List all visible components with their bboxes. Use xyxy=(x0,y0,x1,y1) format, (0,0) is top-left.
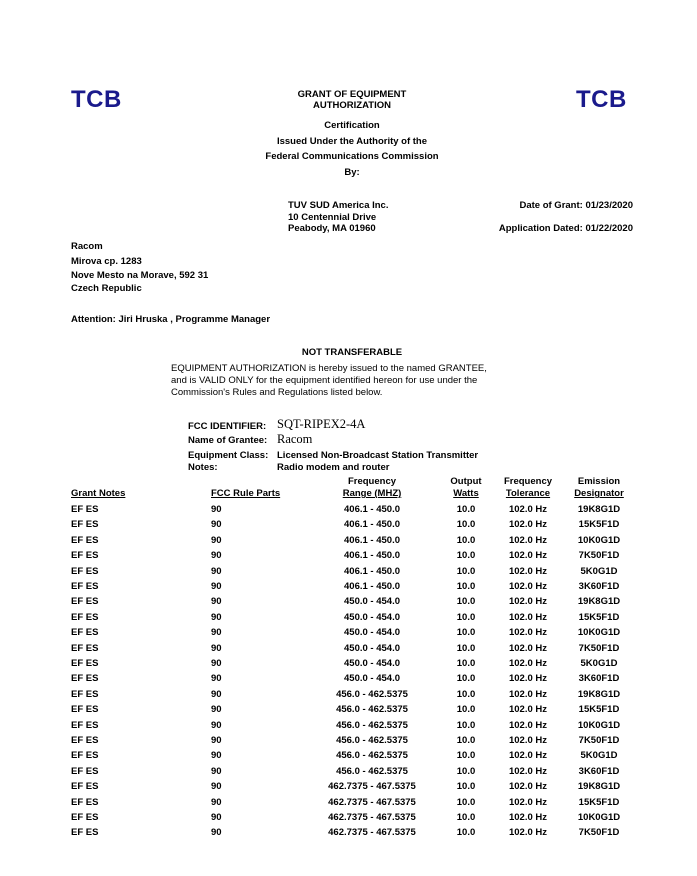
cell-grant-notes: EF ES xyxy=(71,735,99,746)
cell-output-watts: 10.0 xyxy=(456,534,476,546)
cell-grant-notes: EF ES xyxy=(71,673,99,685)
issuer-name: TUV SUD America Inc. xyxy=(288,200,389,211)
table-row xyxy=(0,519,697,534)
header-frequency: Frequency xyxy=(347,476,397,487)
cell-tolerance: 102.0 Hz xyxy=(508,796,548,808)
cell-output-watts: 10.0 xyxy=(456,719,476,731)
cell-output-watts: 10.0 xyxy=(456,827,476,839)
cell-frequency-range: 406.1 - 450.0 xyxy=(344,550,400,562)
cell-emission: 5K0G1D xyxy=(580,565,618,577)
cell-rule-part: 90 xyxy=(211,688,222,700)
equipment-class-value: Licensed Non-Broadcast Station Transmitter xyxy=(277,450,479,461)
table-row xyxy=(0,596,697,611)
cell-output-watts: 10.0 xyxy=(456,796,476,808)
cell-frequency-range: 462.7375 - 467.5375 xyxy=(328,781,416,793)
cell-tolerance: 102.0 Hz xyxy=(508,812,548,823)
cell-grant-notes: EF ES xyxy=(71,596,99,608)
fcc-id-value: SQT-RIPEX2-4A xyxy=(277,417,366,431)
table-row xyxy=(0,812,697,827)
table-row xyxy=(0,720,697,735)
cell-tolerance: 102.0 Hz xyxy=(508,519,548,531)
cell-grant-notes: EF ES xyxy=(71,627,99,639)
cell-rule-part: 90 xyxy=(211,796,222,808)
cell-grant-notes: EF ES xyxy=(71,750,99,762)
cell-tolerance: 102.0 Hz xyxy=(508,596,548,608)
cell-output-watts: 10.0 xyxy=(456,519,476,531)
cell-emission: 7K50F1D xyxy=(578,642,620,654)
cell-tolerance: 102.0 Hz xyxy=(508,781,548,793)
cell-output-watts: 10.0 xyxy=(456,550,476,562)
table-row xyxy=(0,689,697,704)
cell-tolerance: 102.0 Hz xyxy=(508,550,548,562)
cell-rule-part: 90 xyxy=(211,565,222,577)
authorization-text-line3: Commission's Rules and Regulations listed below. xyxy=(171,387,383,398)
cell-rule-part: 90 xyxy=(211,673,222,685)
cell-output-watts: 10.0 xyxy=(456,642,476,654)
cell-frequency-range: 450.0 - 454.0 xyxy=(344,627,400,639)
cell-tolerance: 102.0 Hz xyxy=(508,673,548,685)
cell-rule-part: 90 xyxy=(211,642,222,654)
attention-line: Attention: Jiri Hruska , Programme Manager xyxy=(71,314,271,325)
cell-tolerance: 102.0 Hz xyxy=(508,827,548,839)
cell-output-watts: 10.0 xyxy=(456,704,476,716)
cell-grant-notes: EF ES xyxy=(71,534,99,546)
cell-tolerance: 102.0 Hz xyxy=(508,735,548,746)
table-row xyxy=(0,735,697,750)
table-row xyxy=(0,612,697,627)
cell-output-watts: 10.0 xyxy=(456,565,476,577)
cell-emission: 15K5F1D xyxy=(578,519,620,531)
cell-grant-notes: EF ES xyxy=(71,581,99,592)
cell-emission: 19K8G1D xyxy=(577,596,621,608)
cell-frequency-range: 462.7375 - 467.5375 xyxy=(328,796,416,808)
cell-rule-part: 90 xyxy=(211,550,222,562)
grant-title-line1: GRANT OF EQUIPMENT xyxy=(297,89,407,100)
cell-rule-part: 90 xyxy=(211,704,222,716)
cell-rule-part: 90 xyxy=(211,596,222,608)
authority-line: Issued Under the Authority of the xyxy=(276,136,428,147)
cell-frequency-range: 450.0 - 454.0 xyxy=(344,642,400,654)
cell-emission: 7K50F1D xyxy=(578,735,620,746)
header-frequency-tol: Frequency xyxy=(503,476,553,487)
cell-rule-part: 90 xyxy=(211,534,222,546)
header-watts: Watts xyxy=(453,488,479,499)
table-row xyxy=(0,643,697,658)
cell-emission: 3K60F1D xyxy=(578,673,620,685)
cell-rule-part: 90 xyxy=(211,627,222,639)
cell-frequency-range: 456.0 - 462.5375 xyxy=(336,704,408,716)
cell-frequency-range: 406.1 - 450.0 xyxy=(344,504,400,515)
cell-frequency-range: 450.0 - 454.0 xyxy=(344,611,400,623)
cell-frequency-range: 462.7375 - 467.5375 xyxy=(328,827,416,839)
cell-frequency-range: 462.7375 - 467.5375 xyxy=(328,812,416,823)
cell-rule-part: 90 xyxy=(211,581,222,592)
header-range-mhz: Range (MHZ) xyxy=(342,488,402,499)
cell-output-watts: 10.0 xyxy=(456,611,476,623)
cell-frequency-range: 456.0 - 462.5375 xyxy=(336,765,408,777)
cell-grant-notes: EF ES xyxy=(71,827,99,839)
notes-label: Notes: xyxy=(188,462,218,473)
cell-rule-part: 90 xyxy=(211,735,222,746)
cell-grant-notes: EF ES xyxy=(71,765,99,777)
table-row xyxy=(0,550,697,565)
cell-emission: 10K0G1D xyxy=(577,719,621,731)
cell-emission: 3K60F1D xyxy=(578,765,620,777)
cell-grant-notes: EF ES xyxy=(71,565,99,577)
grantee-address-line4: Czech Republic xyxy=(71,283,142,294)
cell-grant-notes: EF ES xyxy=(71,812,99,823)
cell-output-watts: 10.0 xyxy=(456,504,476,515)
date-of-grant: Date of Grant: 01/23/2020 xyxy=(519,200,633,211)
cell-emission: 15K5F1D xyxy=(578,611,620,623)
cell-rule-part: 90 xyxy=(211,750,222,762)
cell-grant-notes: EF ES xyxy=(71,642,99,654)
table-row xyxy=(0,535,697,550)
cell-output-watts: 10.0 xyxy=(456,688,476,700)
cell-grant-notes: EF ES xyxy=(71,719,99,731)
table-row xyxy=(0,566,697,581)
cell-emission: 19K8G1D xyxy=(577,781,621,793)
cell-frequency-range: 406.1 - 450.0 xyxy=(344,519,400,531)
commission-line: Federal Communications Commission xyxy=(265,151,439,162)
cell-grant-notes: EF ES xyxy=(71,688,99,700)
cell-frequency-range: 406.1 - 450.0 xyxy=(344,565,400,577)
grant-title-line2: AUTHORIZATION xyxy=(313,100,391,111)
header-emission: Emission xyxy=(577,476,621,487)
table-row xyxy=(0,504,697,519)
cell-output-watts: 10.0 xyxy=(456,781,476,793)
issuer-address2: Peabody, MA 01960 xyxy=(288,223,376,234)
cell-rule-part: 90 xyxy=(211,812,222,823)
cell-grant-notes: EF ES xyxy=(71,704,99,716)
header-output: Output xyxy=(450,476,482,487)
cell-tolerance: 102.0 Hz xyxy=(508,611,548,623)
grantee-address-line2: Mirova cp. 1283 xyxy=(71,256,142,267)
cell-rule-part: 90 xyxy=(211,504,222,515)
cell-frequency-range: 456.0 - 462.5375 xyxy=(336,719,408,731)
cell-output-watts: 10.0 xyxy=(456,581,476,592)
grantee-address-line3: Nove Mesto na Morave, 592 31 xyxy=(71,270,209,281)
grantee-value: Racom xyxy=(277,432,313,446)
by-label: By: xyxy=(344,167,360,178)
cell-grant-notes: EF ES xyxy=(71,550,99,562)
cell-emission: 5K0G1D xyxy=(580,750,618,762)
cell-output-watts: 10.0 xyxy=(456,765,476,777)
cell-output-watts: 10.0 xyxy=(456,673,476,685)
grantee-address-line1: Racom xyxy=(71,241,103,252)
certification-label: Certification xyxy=(324,120,380,131)
table-row xyxy=(0,704,697,719)
authorization-text-line2: and is VALID ONLY for the equipment identified hereon for use under the xyxy=(171,375,478,386)
cell-output-watts: 10.0 xyxy=(456,658,476,669)
cell-frequency-range: 456.0 - 462.5375 xyxy=(336,688,408,700)
header-grant-notes: Grant Notes xyxy=(71,488,126,499)
cell-emission: 7K50F1D xyxy=(578,550,620,562)
cell-emission: 3K60F1D xyxy=(578,581,620,592)
cell-grant-notes: EF ES xyxy=(71,781,99,793)
cell-tolerance: 102.0 Hz xyxy=(508,627,548,639)
table-row xyxy=(0,673,697,688)
cell-emission: 5K0G1D xyxy=(580,658,618,669)
cell-frequency-range: 456.0 - 462.5375 xyxy=(336,735,408,746)
cell-tolerance: 102.0 Hz xyxy=(508,504,548,515)
header-tolerance: Tolerance xyxy=(505,488,551,499)
cell-emission: 10K0G1D xyxy=(577,812,621,823)
table-row xyxy=(0,750,697,765)
cell-grant-notes: EF ES xyxy=(71,611,99,623)
cell-grant-notes: EF ES xyxy=(71,519,99,531)
cell-emission: 19K8G1D xyxy=(577,504,621,515)
cell-frequency-range: 406.1 - 450.0 xyxy=(344,581,400,592)
cell-emission: 19K8G1D xyxy=(577,688,621,700)
cell-output-watts: 10.0 xyxy=(456,596,476,608)
cell-rule-part: 90 xyxy=(211,765,222,777)
cell-rule-part: 90 xyxy=(211,827,222,839)
equipment-class-label: Equipment Class: xyxy=(188,450,269,461)
cell-rule-part: 90 xyxy=(211,611,222,623)
cell-emission: 15K5F1D xyxy=(578,796,620,808)
cell-tolerance: 102.0 Hz xyxy=(508,750,548,762)
cell-emission: 7K50F1D xyxy=(578,827,620,839)
header-fcc-rule-parts: FCC Rule Parts xyxy=(211,488,281,499)
cell-grant-notes: EF ES xyxy=(71,796,99,808)
cell-frequency-range: 450.0 - 454.0 xyxy=(344,596,400,608)
authorization-text-line1: EQUIPMENT AUTHORIZATION is hereby issued to the named GRANTEE, xyxy=(171,363,487,374)
cell-rule-part: 90 xyxy=(211,781,222,793)
notes-value: Radio modem and router xyxy=(277,462,390,473)
cell-output-watts: 10.0 xyxy=(456,735,476,746)
tcb-logo-right: TCB xyxy=(576,86,627,113)
cell-emission: 10K0G1D xyxy=(577,627,621,639)
grantee-label: Name of Grantee: xyxy=(188,435,268,446)
cell-tolerance: 102.0 Hz xyxy=(508,688,548,700)
tcb-logo-left: TCB xyxy=(71,86,122,113)
table-row xyxy=(0,627,697,642)
cell-tolerance: 102.0 Hz xyxy=(508,642,548,654)
not-transferable: NOT TRANSFERABLE xyxy=(301,347,403,358)
table-row xyxy=(0,781,697,796)
cell-tolerance: 102.0 Hz xyxy=(508,534,548,546)
cell-emission: 10K0G1D xyxy=(577,534,621,546)
cell-rule-part: 90 xyxy=(211,719,222,731)
cell-tolerance: 102.0 Hz xyxy=(508,581,548,592)
table-row xyxy=(0,827,697,842)
cell-tolerance: 102.0 Hz xyxy=(508,719,548,731)
header-designator: Designator xyxy=(574,488,624,499)
cell-tolerance: 102.0 Hz xyxy=(508,565,548,577)
table-row xyxy=(0,797,697,812)
cell-grant-notes: EF ES xyxy=(71,504,99,515)
cell-grant-notes: EF ES xyxy=(71,658,99,669)
cell-tolerance: 102.0 Hz xyxy=(508,765,548,777)
cell-rule-part: 90 xyxy=(211,658,222,669)
cell-frequency-range: 406.1 - 450.0 xyxy=(344,534,400,546)
cell-tolerance: 102.0 Hz xyxy=(508,658,548,669)
table-row xyxy=(0,581,697,596)
application-dated: Application Dated: 01/22/2020 xyxy=(498,223,633,234)
cell-output-watts: 10.0 xyxy=(456,812,476,823)
table-row xyxy=(0,766,697,781)
cell-emission: 15K5F1D xyxy=(578,704,620,716)
cell-frequency-range: 450.0 - 454.0 xyxy=(344,658,400,669)
table-row xyxy=(0,658,697,673)
cell-rule-part: 90 xyxy=(211,519,222,531)
cell-tolerance: 102.0 Hz xyxy=(508,704,548,716)
cell-output-watts: 10.0 xyxy=(456,750,476,762)
cell-output-watts: 10.0 xyxy=(456,627,476,639)
cell-frequency-range: 456.0 - 462.5375 xyxy=(336,750,408,762)
issuer-address1: 10 Centennial Drive xyxy=(288,212,377,223)
cell-frequency-range: 450.0 - 454.0 xyxy=(344,673,400,685)
fcc-id-label: FCC IDENTIFIER: xyxy=(188,421,267,432)
